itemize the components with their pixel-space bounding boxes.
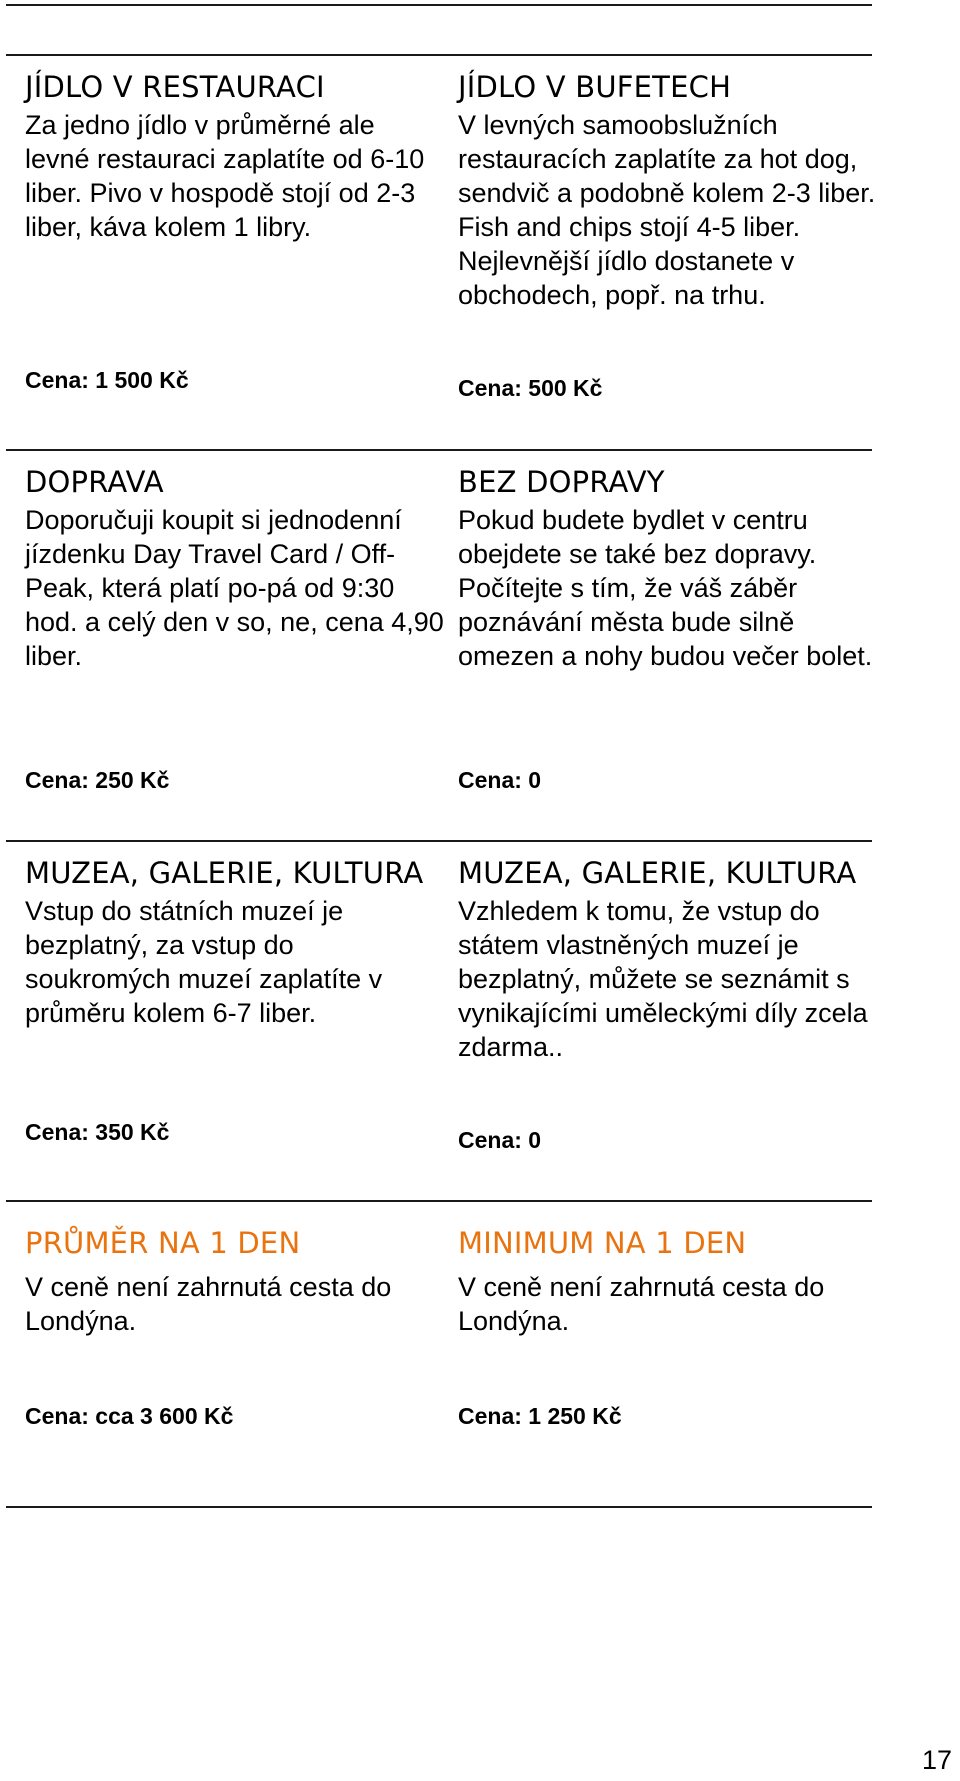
price-label: Cena: 500 Kč xyxy=(458,375,603,401)
section-text: V ceně není zahrnutá cesta do Londýna. xyxy=(25,1272,392,1336)
section-museums-free xyxy=(458,856,878,1064)
section-title: MUZEA, GALERIE, KULTURA xyxy=(458,856,857,890)
section-title: BEZ DOPRAVY xyxy=(458,465,665,499)
section-museums-paid xyxy=(25,856,445,1030)
section-buffet-food xyxy=(458,70,878,312)
section-title: JÍDLO V RESTAURACI xyxy=(25,70,325,104)
section-title: JÍDLO V BUFETECH xyxy=(458,70,732,104)
price-label: Cena: 250 Kč xyxy=(25,767,170,793)
section-average-per-day xyxy=(25,1226,445,1338)
rule-2 xyxy=(6,449,872,451)
rule-4 xyxy=(6,1200,872,1202)
price-label: Cena: 0 xyxy=(458,767,542,793)
rule-3 xyxy=(6,840,872,842)
rule-bottom xyxy=(6,1506,872,1508)
section-title: MINIMUM NA 1 DEN xyxy=(458,1226,747,1260)
page-number: 17 xyxy=(921,1745,952,1775)
section-text: Pokud budete bydlet v centru obejdete se také bez dopravy. Počítejte s tím, že váš záběr poznávání města bude silně omezen a nohy budou večer bolet. xyxy=(458,505,873,671)
section-no-transport xyxy=(458,465,878,673)
section-text: V levných samoobslužních restauracích zaplatíte za hot dog, sendvič a podobně kolem 2-3 liber. Fish and chips stojí 4-5 liber. Nejlevnější jídlo dostanete v obchodech, popř. na trhu. xyxy=(458,110,876,310)
rule-1 xyxy=(6,54,872,56)
section-minimum-per-day xyxy=(458,1226,878,1338)
section-text: V ceně není zahrnutá cesta do Londýna. xyxy=(458,1272,825,1336)
price-label: Cena: 350 Kč xyxy=(25,1119,170,1145)
section-transport xyxy=(25,465,445,673)
price-label: Cena: 1 500 Kč xyxy=(25,367,189,393)
section-title: PRŮMĚR NA 1 DEN xyxy=(25,1226,301,1260)
rule-top xyxy=(6,4,872,6)
section-restaurant-food xyxy=(25,70,445,244)
section-text: Vstup do státních muzeí je bezplatný, za vstup do soukromých muzeí zaplatíte v průměru kolem 6-7 liber. xyxy=(25,896,383,1028)
price-label: Cena: cca 3 600 Kč xyxy=(25,1403,234,1429)
section-title: MUZEA, GALERIE, KULTURA xyxy=(25,856,424,890)
price-label: Cena: 1 250 Kč xyxy=(458,1403,622,1429)
section-text: Za jedno jídlo v průměrné ale levné restauraci zaplatíte od 6-10 liber. Pivo v hospodě stojí od 2-3 liber, káva kolem 1 libry. xyxy=(25,110,425,242)
section-text: Doporučuji koupit si jednodenní jízdenku Day Travel Card / Off-Peak, která platí po-pá od 9:30 hod. a celý den v so, ne, cena 4,90 liber. xyxy=(25,505,444,671)
section-text: Vzhledem k tomu, že vstup do státem vlastněných muzeí je bezplatný, můžete se seznámit s vynikajícími uměleckými díly zcela zdarma.. xyxy=(458,896,868,1062)
section-title: DOPRAVA xyxy=(25,465,164,499)
price-label: Cena: 0 xyxy=(458,1127,542,1153)
